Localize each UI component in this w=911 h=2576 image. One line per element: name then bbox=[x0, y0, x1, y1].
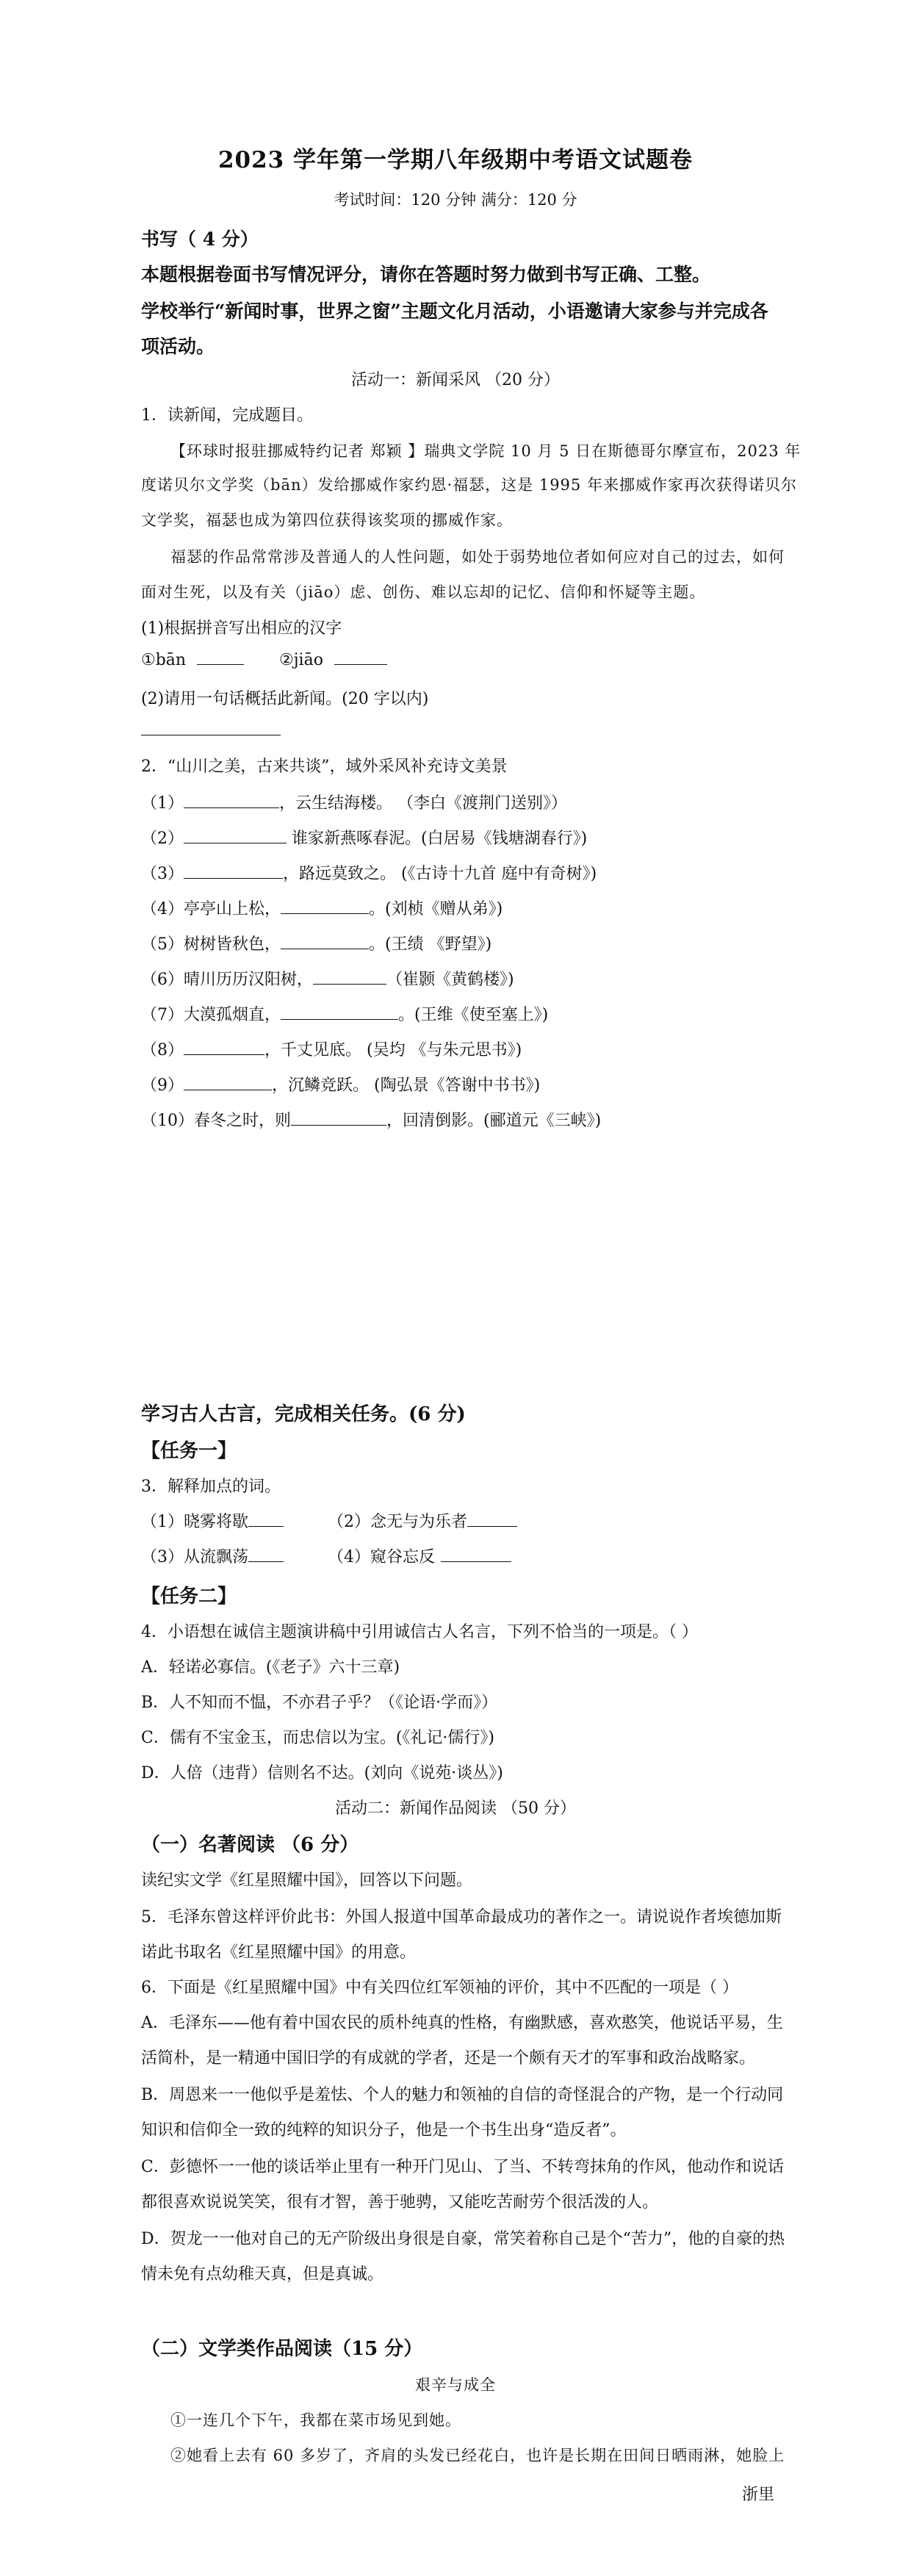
shuxie-line1: 本题根据卷面书写情况评分，请你在答题时努力做到书写正确、工整。 bbox=[141, 264, 711, 285]
activity1-heading: 活动一：新闻采风 （20 分） bbox=[351, 371, 560, 389]
answer-blank[interactable] bbox=[334, 663, 387, 665]
q1-1-b bbox=[279, 651, 387, 669]
answer-blank[interactable] bbox=[281, 913, 369, 914]
answer-blank[interactable] bbox=[184, 807, 279, 808]
q6-option-b: B．周恩来一一他似乎是羞怯、个人的魅力和领袖的自信的奇怪混合的产物，是一个行动同 bbox=[141, 2086, 784, 2104]
q1-1-a bbox=[141, 651, 244, 669]
news-line: 文学奖，福瑟也成为第四位获得该奖项的挪威作家。 bbox=[141, 511, 513, 529]
q4-option-b: B．人不知而不愠，不亦君子乎？（《论语·学而》） bbox=[141, 1694, 498, 1712]
poem-item: （6）晴川历历汉阳树， （崔颢《黄鹤楼》) bbox=[141, 971, 514, 989]
q3-2: （2）念无与为乐者 bbox=[328, 1509, 517, 1532]
task2-heading: 【任务二】 bbox=[141, 1586, 237, 1608]
q5-line: 5．毛泽东曾这样评价此书：外国人报道中国革命最成功的著作之一。请说说作者埃德加斯 bbox=[141, 1908, 782, 1926]
part2-heading: （二）文学类作品阅读（15 分） bbox=[141, 2338, 423, 2360]
q3-1: （1）晓雾将歇 bbox=[141, 1509, 284, 1532]
answer-blank[interactable] bbox=[184, 842, 287, 843]
poem-item: （3） ，路远莫致之。 (《古诗十九首 庭中有奇树》) bbox=[141, 865, 597, 883]
poem-item: （4）亭亭山上松， 。(刘桢《赠从弟》) bbox=[141, 900, 503, 918]
poem-item: （5）树树皆秋色， 。(王绩 《野望》) bbox=[141, 935, 492, 954]
answer-blank[interactable] bbox=[313, 983, 386, 985]
q1-1-b-label: ②jiāo bbox=[279, 651, 323, 669]
q6-option-d: 情未免有点幼稚天真，但是真诚。 bbox=[141, 2265, 384, 2284]
q4-option-d: D．人倍（违背）信则名不达。(刘向《说苑·谈丛》) bbox=[141, 1764, 503, 1782]
activity2-heading: 活动二：新闻作品阅读 （50 分） bbox=[335, 1799, 576, 1818]
q4-stem: 4．小语想在诚信主题演讲稿中引用诚信古人名言，下列不恰当的一项是。（ ） bbox=[141, 1623, 698, 1641]
q6-option-a: A．毛泽东——他有着中国农民的质朴纯真的性格，有幽默感，喜欢憨笑，他说话平易，生 bbox=[141, 2014, 783, 2032]
shuxie-line3: 项活动。 bbox=[141, 336, 215, 357]
story-title: 艰辛与成全 bbox=[415, 2376, 496, 2394]
answer-blank[interactable] bbox=[248, 1525, 284, 1527]
q6-option-a: 活简朴，是一精通中国旧学的有成就的学者，还是一个颇有天才的军事和政治战略家。 bbox=[141, 2049, 756, 2068]
q6-stem: 6．下面是《红星照耀中国》中有关四位红军领袖的评价，其中不匹配的一项是（ ） bbox=[141, 1979, 738, 1997]
part1-intro: 读纪实文学《红星照耀中国》，回答以下问题。 bbox=[141, 1871, 473, 1890]
poem-item: （10）春冬之时，则 ，回清倒影。(郦道元《三峡》) bbox=[141, 1112, 602, 1130]
q6-option-d: D．贺龙一一他对自己的无产阶级出身很是自豪，常笑着称自己是个“苦力”，他的自豪的热 bbox=[141, 2230, 785, 2248]
shuxie-heading: 书写（ 4 分） bbox=[141, 229, 259, 250]
answer-blank[interactable] bbox=[441, 1561, 511, 1562]
poem-item: （9） ，沉鳞竞跃。 (陶弘景《答谢中书书》) bbox=[141, 1076, 541, 1095]
answer-blank[interactable] bbox=[184, 877, 283, 879]
exam-subtitle: 考试时间：120 分钟 满分：120 分 bbox=[334, 191, 577, 209]
part1-heading: （一）名著阅读 （6 分） bbox=[141, 1834, 359, 1856]
answer-blank[interactable] bbox=[291, 1124, 386, 1126]
q6-option-b: 知识和信仰全一致的纯粹的知识分子，他是一个书生出身“造反者”。 bbox=[141, 2121, 627, 2140]
news-line: 面对生死，以及有关（jiāo）虑、创伤、难以忘却的记忆、信仰和怀疑等主题。 bbox=[141, 583, 706, 601]
news-line: 【环球时报驻挪威特约记者 郑颖 】瑞典文学院 10 月 5 日在斯德哥尔摩宣布，2023 年 bbox=[170, 442, 802, 460]
task1-heading: 【任务一】 bbox=[141, 1440, 237, 1462]
answer-blank[interactable] bbox=[248, 1561, 284, 1562]
story-paragraph: ②她看上去有 60 多岁了，齐肩的头发已经花白，也许是长期在田间日晒雨淋，她脸上 bbox=[170, 2447, 785, 2464]
q1-1-a-label: ①bān bbox=[141, 651, 187, 669]
q3-4: （4）窥谷忘反 bbox=[328, 1544, 511, 1567]
q5-line: 诺此书取名《红星照耀中国》的用意。 bbox=[141, 1943, 417, 1962]
q4-option-c: C．儒有不宝金玉，而忠信以为宝。(《礼记·儒行》) bbox=[141, 1729, 494, 1747]
q1-1-stem: (1)根据拼音写出相应的汉字 bbox=[141, 619, 342, 638]
q4-option-a: A．轻诺必寡信。(《老子》六十三章) bbox=[141, 1658, 400, 1677]
q2-stem: 2．“山川之美，古来共谈”，域外采风补充诗文美景 bbox=[141, 758, 508, 776]
answer-blank[interactable] bbox=[467, 1525, 517, 1527]
q1-2-stem: (2)请用一句话概括此新闻。(20 字以内) bbox=[141, 690, 429, 708]
q6-option-c: C．彭德怀一一他的谈话举止里有一种开门见山、了当、不转弯抹角的作风，他动作和说话 bbox=[141, 2158, 784, 2176]
q3-3: （3）从流飘荡 bbox=[141, 1544, 284, 1567]
news-line: 福瑟的作品常常涉及普通人的人性问题，如处于弱势地位者如何应对自己的过去，如何 bbox=[170, 548, 785, 566]
shuxie-line2: 学校举行“新闻时事，世界之窗”主题文化月活动，小语邀请大家参与并完成各 bbox=[141, 301, 768, 322]
guren-heading: 学习古人古言，完成相关任务。(6 分) bbox=[141, 1403, 466, 1425]
q6-option-c: 都很喜欢说说笑笑，很有才智，善于驰骋，又能吃苦耐劳个很活泼的人。 bbox=[141, 2193, 659, 2212]
page-footer: 浙里 bbox=[742, 2486, 775, 2504]
answer-blank[interactable] bbox=[281, 1018, 398, 1020]
q3-stem: 3．解释加点的词。 bbox=[141, 1478, 281, 1496]
poem-item: （7）大漠孤烟直， 。(王维《使至塞上》) bbox=[141, 1006, 549, 1024]
poem-item: （2） 谁家新燕啄春泥。(白居易《钱塘湖春行》) bbox=[141, 830, 588, 848]
q1-stem: 1．读新闻，完成题目。 bbox=[141, 406, 313, 425]
answer-blank[interactable] bbox=[197, 663, 244, 665]
poem-item: （1） ，云生结海楼。 （李白《渡荆门送别》） bbox=[141, 794, 567, 813]
exam-title: 2023 学年第一学期八年级期中考语文试题卷 bbox=[217, 147, 694, 173]
news-line: 度诺贝尔文学奖（bān）发给挪威作家约恩·福瑟，这是 1995 年来挪威作家再次获得诺贝尔 bbox=[141, 476, 797, 494]
answer-blank[interactable] bbox=[281, 948, 369, 949]
poem-item: （8） ，千丈见底。 (吴均 《与朱元思书》) bbox=[141, 1041, 522, 1059]
answer-blank[interactable] bbox=[184, 1089, 272, 1090]
answer-blank[interactable] bbox=[184, 1054, 264, 1055]
story-paragraph: ①一连几个下午，我都在菜市场见到她。 bbox=[170, 2411, 461, 2429]
